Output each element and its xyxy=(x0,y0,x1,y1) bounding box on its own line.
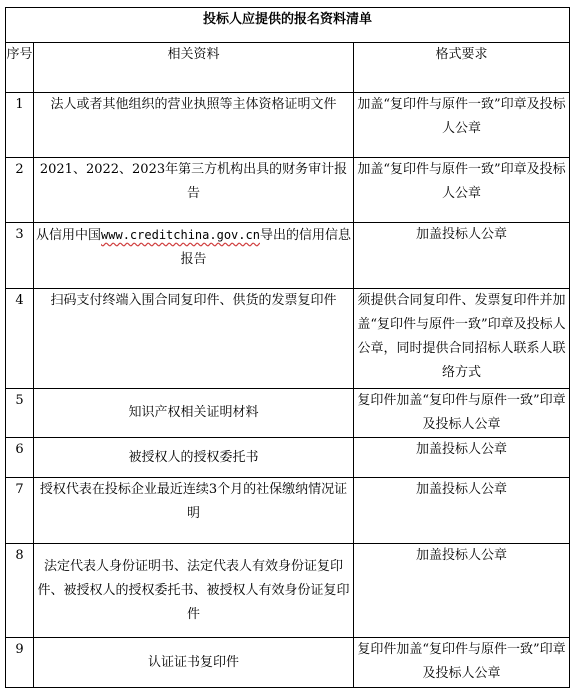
header-no: 序号 xyxy=(6,43,34,93)
table-title: 投标人应提供的报名资料清单 xyxy=(6,8,570,43)
row-no: 8 xyxy=(6,544,34,638)
material-text-after: 导出的信用信息报告 xyxy=(180,228,351,267)
row-no: 6 xyxy=(6,438,34,478)
table-row xyxy=(6,638,570,688)
header-format: 格式要求 xyxy=(354,43,570,93)
row-no: 4 xyxy=(6,289,34,389)
registration-materials-table xyxy=(5,7,570,688)
row-format: 复印件加盖“复印件与原件一致”印章及投标人公章 xyxy=(354,389,570,438)
table-row xyxy=(6,438,570,478)
row-no: 7 xyxy=(6,478,34,544)
creditchina-url: www.creditchina.gov.cn xyxy=(101,228,260,242)
row-format: 加盖投标人公章 xyxy=(354,438,570,478)
row-material: 被授权人的授权委托书 xyxy=(34,438,354,478)
row-no: 2 xyxy=(6,158,34,223)
row-no: 9 xyxy=(6,638,34,688)
table-row xyxy=(6,544,570,638)
row-format: 加盖“复印件与原件一致”印章及投标人公章 xyxy=(354,158,570,223)
row-material: 认证证书复印件 xyxy=(34,638,354,688)
row-format: 须提供合同复印件、发票复印件并加盖“复印件与原件一致”印章及投标人公章，同时提供合同招标人联系人联络方式 xyxy=(354,289,570,389)
row-material xyxy=(34,223,354,289)
row-format: 加盖投标人公章 xyxy=(354,478,570,544)
row-format: 加盖“复印件与原件一致”印章及投标人公章 xyxy=(354,93,570,158)
row-material: 授权代表在投标企业最近连续3个月的社保缴纳情况证明 xyxy=(34,478,354,544)
row-material: 知识产权相关证明材料 xyxy=(34,389,354,438)
row-format: 复印件加盖“复印件与原件一致”印章及投标人公章 xyxy=(354,638,570,688)
row-no: 3 xyxy=(6,223,34,289)
table-row xyxy=(6,158,570,223)
row-format: 加盖投标人公章 xyxy=(354,223,570,289)
row-material: 2021、2022、2023年第三方机构出具的财务审计报告 xyxy=(34,158,354,223)
table-row xyxy=(6,478,570,544)
row-material: 法定代表人身份证明书、法定代表人有效身份证复印件、被授权人的授权委托书、被授权人有效身份证复印件 xyxy=(34,544,354,638)
row-material: 扫码支付终端入围合同复印件、供货的发票复印件 xyxy=(34,289,354,389)
title-row xyxy=(6,8,570,43)
table-row xyxy=(6,93,570,158)
row-no: 5 xyxy=(6,389,34,438)
row-material: 法人或者其他组织的营业执照等主体资格证明文件 xyxy=(34,93,354,158)
header-material: 相关资料 xyxy=(34,43,354,93)
row-format: 加盖投标人公章 xyxy=(354,544,570,638)
table-row xyxy=(6,289,570,389)
table-row xyxy=(6,223,570,289)
header-row xyxy=(6,43,570,93)
row-no: 1 xyxy=(6,93,34,158)
material-text-before: 从信用中国 xyxy=(36,228,102,243)
table-row xyxy=(6,389,570,438)
